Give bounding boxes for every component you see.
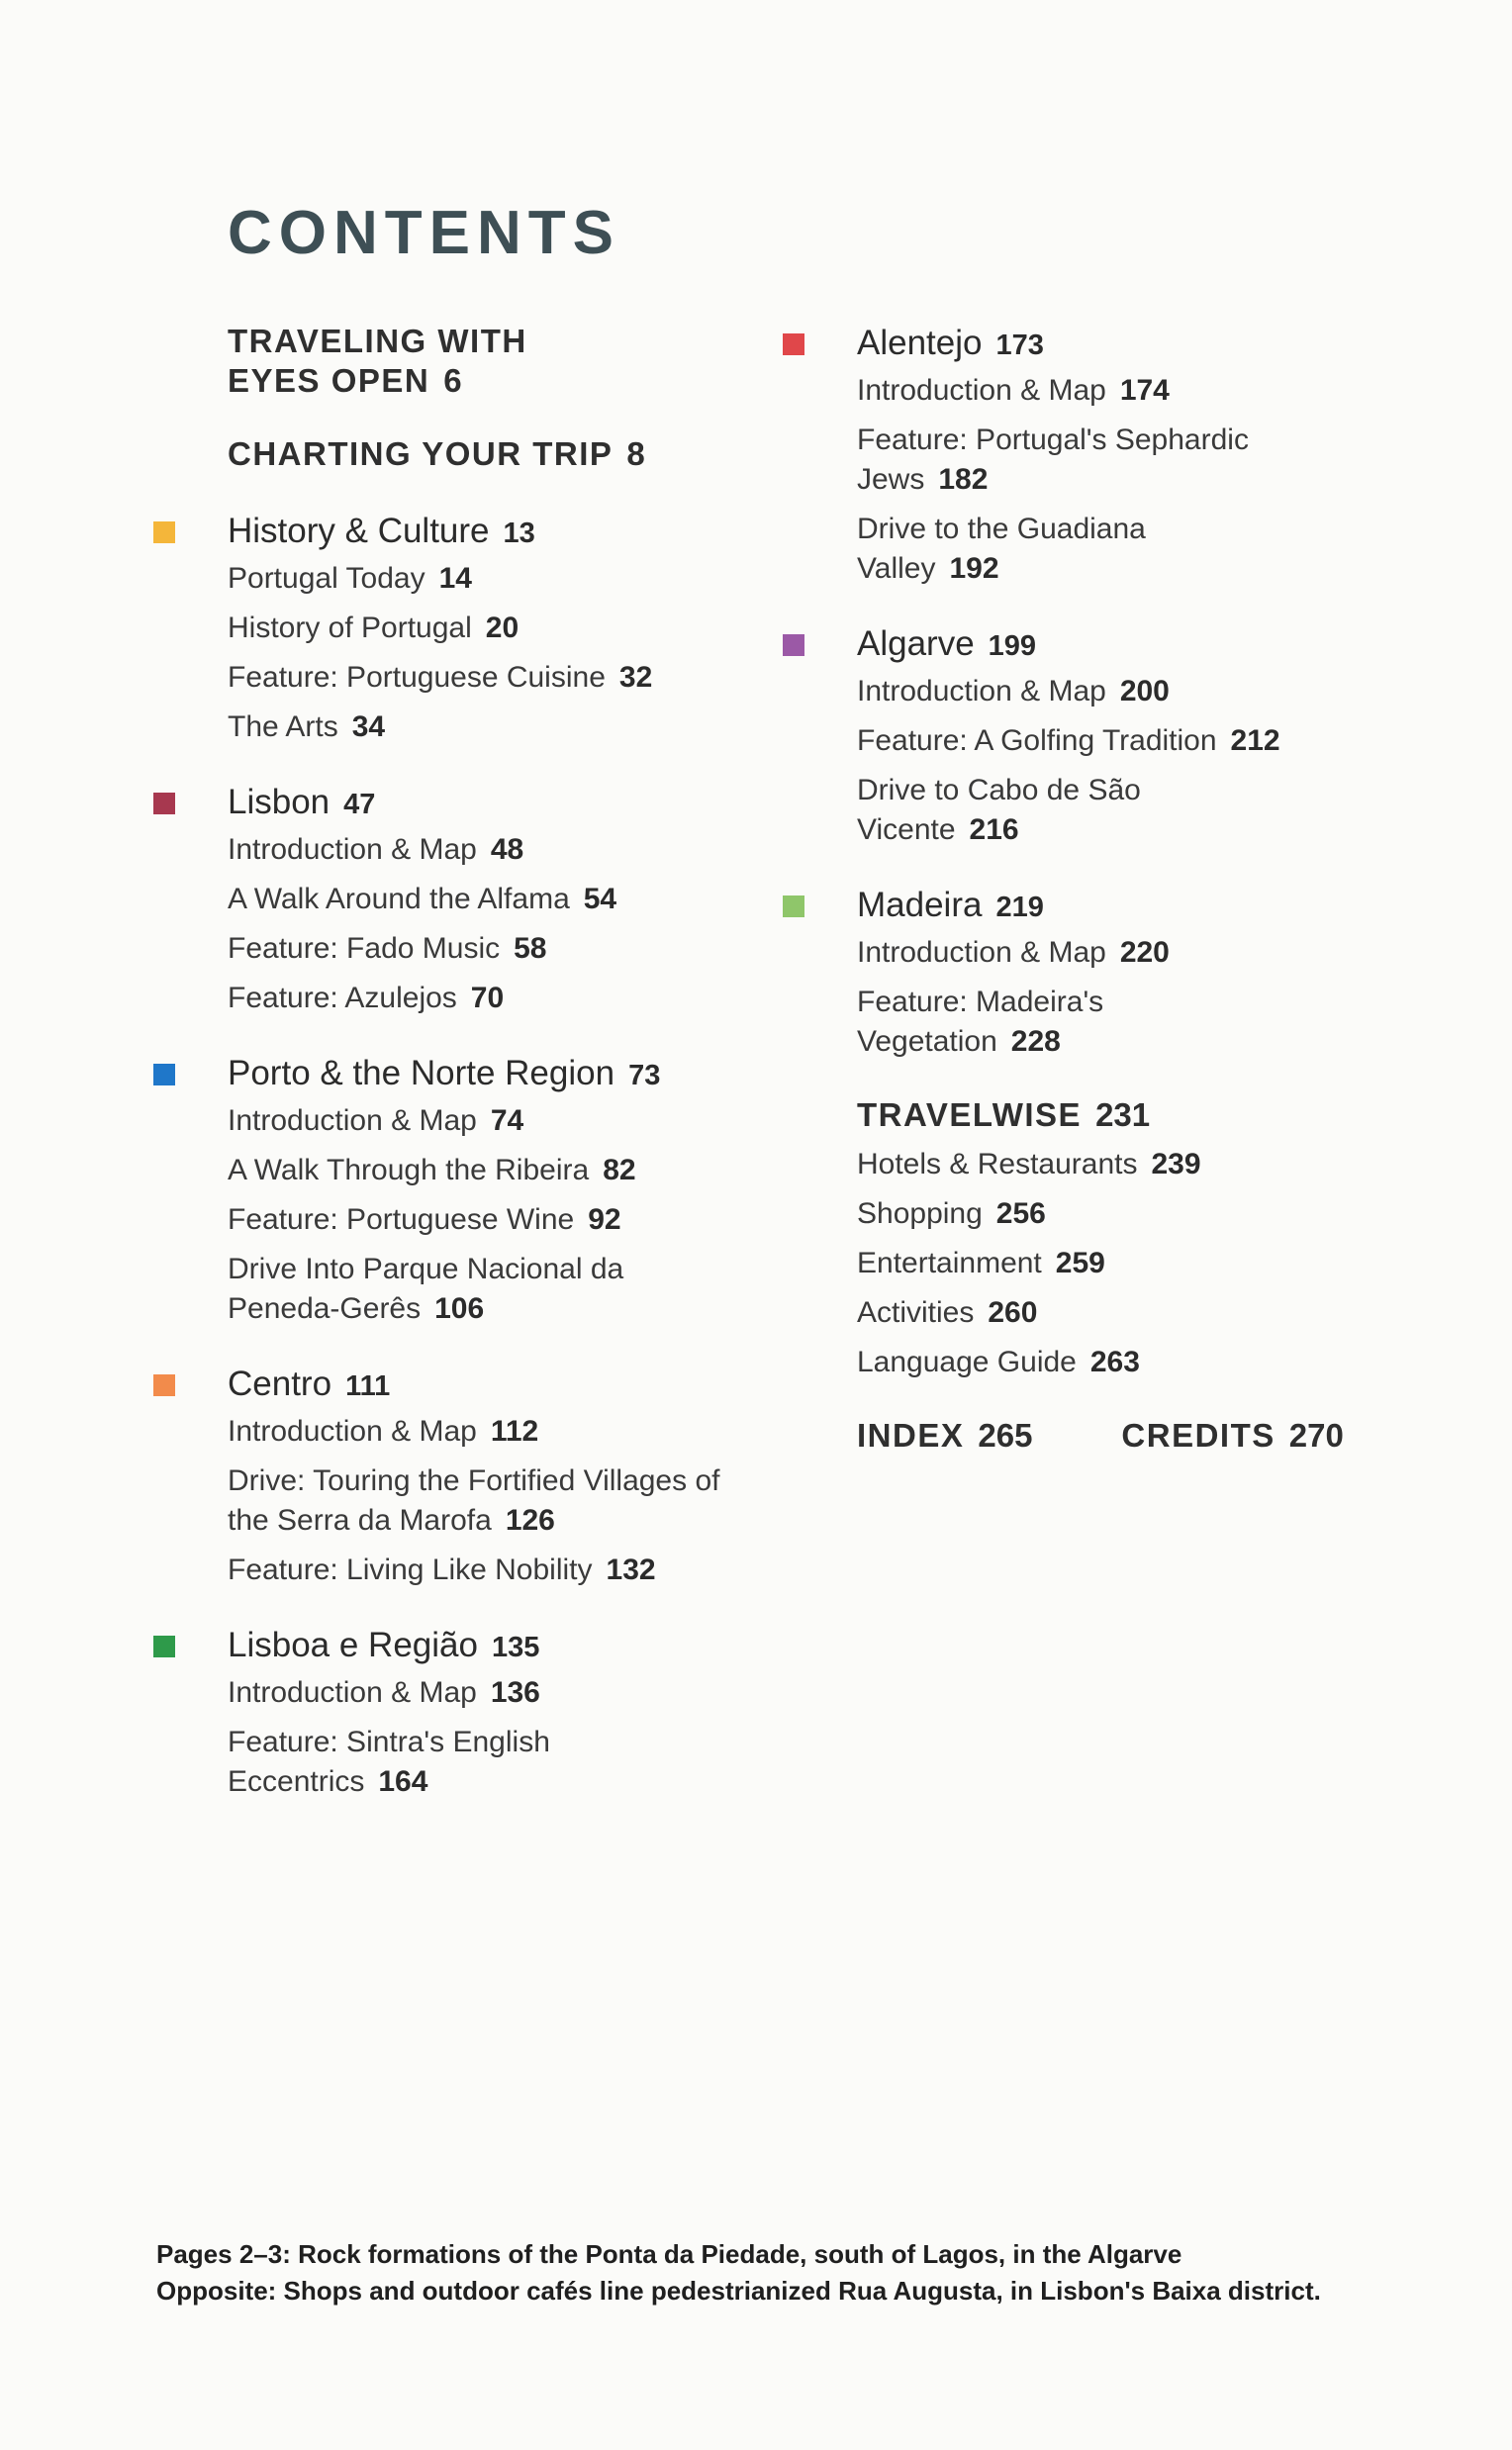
region-title-text: Madeira (857, 886, 983, 924)
region-title-text: Porto & the Norte Region (228, 1054, 615, 1092)
page-number: 73 (628, 1060, 661, 1091)
toc-entry (857, 672, 1411, 711)
caption-line: Opposite: Shops and outdoor cafés line pedestrianized Rua Augusta, in Lisbon's Baixa district. (156, 2276, 1321, 2306)
page-number: 263 (1089, 1346, 1140, 1378)
region-title (228, 781, 762, 826)
region-title (857, 622, 1411, 668)
entry-label: Feature: A Golfing Tradition (857, 724, 1217, 757)
toc-entry (228, 929, 762, 969)
entry-label: Hotels & Restaurants (857, 1148, 1138, 1180)
entry-label: Introduction & Map (228, 1104, 477, 1137)
region-color-marker (153, 1374, 175, 1396)
region-centro (228, 1363, 762, 1590)
region-title (228, 1624, 762, 1669)
entry-label: Drive to Cabo de São Vicente (857, 774, 1141, 846)
page-number: 13 (503, 518, 535, 549)
page-number: 47 (343, 789, 376, 820)
toc-entry (857, 721, 1411, 761)
entry-label: Feature: Sintra's English Eccentrics (228, 1726, 550, 1798)
toc-entry (228, 1551, 762, 1590)
toc-entry (857, 1343, 1411, 1382)
caption-line: Pages 2–3: Rock formations of the Ponta da Piedade, south of Lagos, in the Algarve (156, 2239, 1182, 2269)
region-color-marker (783, 895, 804, 917)
page-number: 199 (988, 630, 1037, 662)
toc-entry (228, 1673, 762, 1713)
toc-entry (857, 1244, 1411, 1283)
page-number: 6 (443, 362, 462, 399)
region-color-marker (153, 1064, 175, 1085)
toc-entry (228, 1151, 762, 1190)
toc-entry (228, 880, 762, 919)
page-number: 212 (1230, 724, 1280, 757)
entry-label: The Arts (228, 710, 338, 743)
page-number: 192 (949, 552, 999, 585)
intro-section-label: TRAVELING WITH EYES OPEN (228, 323, 527, 399)
toc-entry (228, 707, 762, 747)
toc-entry (857, 771, 1174, 850)
toc-entry (857, 1194, 1411, 1234)
left-column (228, 322, 762, 1836)
page-number: 54 (583, 883, 617, 915)
page-number: 136 (490, 1676, 540, 1709)
toc-entry (857, 983, 1154, 1062)
region-title-text: Centro (228, 1365, 332, 1403)
entry-label: Portugal Today (228, 562, 425, 595)
entry-label: Introduction & Map (228, 1676, 477, 1709)
page-number: 228 (1010, 1025, 1061, 1058)
entry-label: Feature: Portugal's Sephardic Jews (857, 424, 1249, 496)
page-number: 14 (438, 562, 472, 595)
region-color-marker (783, 333, 804, 355)
entry-label: A Walk Around the Alfama (228, 883, 570, 915)
toc-entry (228, 830, 762, 870)
toc-entry (857, 1145, 1411, 1184)
entry-label: Feature: Portuguese Cuisine (228, 661, 606, 694)
page-number: 200 (1119, 675, 1170, 707)
page-number: 32 (618, 661, 653, 694)
right-column (857, 322, 1411, 1456)
entry-label: Shopping (857, 1197, 983, 1230)
travelwise-section (857, 1095, 1411, 1382)
entry-label: Feature: Azulejos (228, 982, 457, 1014)
photo-captions (156, 2236, 1344, 2309)
page-number: 270 (1288, 1417, 1344, 1454)
page-number: 239 (1151, 1148, 1201, 1180)
index-label: INDEX (857, 1417, 965, 1454)
region-madeira (857, 884, 1411, 1062)
intro-section-traveling (228, 322, 762, 401)
toc-entry (228, 1250, 663, 1329)
region-color-marker (153, 1636, 175, 1657)
credits-entry (1121, 1416, 1343, 1456)
page-number: 74 (490, 1104, 524, 1137)
index-entry (857, 1416, 1032, 1456)
toc-entry (228, 1200, 762, 1240)
region-porto-norte (228, 1052, 762, 1329)
page-number: 132 (606, 1554, 656, 1586)
page-number: 70 (470, 982, 505, 1014)
toc-entry (228, 559, 762, 599)
toc-entry (228, 1101, 762, 1141)
intro-section-label: CHARTING YOUR TRIP (228, 435, 614, 472)
entry-label: Feature: Fado Music (228, 932, 501, 965)
travelwise-title (857, 1095, 1411, 1135)
region-title-text: Algarve (857, 624, 975, 663)
intro-section-charting (228, 434, 762, 474)
page-number: 219 (995, 892, 1044, 923)
toc-entry (228, 658, 762, 698)
region-algarve (857, 622, 1411, 850)
toc-entry (857, 421, 1273, 500)
page-number: 256 (995, 1197, 1046, 1230)
entry-label: A Walk Through the Ribeira (228, 1154, 590, 1186)
region-alentejo (857, 322, 1411, 589)
page-number: 220 (1119, 936, 1170, 969)
page-number: 48 (490, 833, 524, 866)
credits-label: CREDITS (1121, 1417, 1276, 1454)
page-number: 174 (1119, 374, 1170, 407)
entry-label: Language Guide (857, 1346, 1077, 1378)
entry-label: Activities (857, 1296, 975, 1329)
page-title: CONTENTS (228, 199, 620, 267)
page-number: 112 (490, 1415, 539, 1448)
page-number: 34 (351, 710, 386, 743)
region-color-marker (153, 793, 175, 814)
region-title (228, 1052, 762, 1097)
entry-label: Introduction & Map (857, 936, 1106, 969)
page-number: 8 (626, 435, 645, 472)
page-number: 135 (491, 1632, 540, 1663)
entry-label: Drive: Touring the Fortified Villages of the Serra da Marofa (228, 1464, 720, 1537)
entry-label: Feature: Living Like Nobility (228, 1554, 593, 1586)
toc-entry (228, 979, 762, 1018)
region-lisboa-regiao (228, 1624, 762, 1802)
index-credits-row (857, 1416, 1411, 1456)
travelwise-label: TRAVELWISE (857, 1096, 1083, 1133)
page-number: 92 (588, 1203, 621, 1236)
region-title-text: Lisboa e Região (228, 1626, 478, 1664)
page-number: 164 (378, 1765, 428, 1798)
entry-label: Introduction & Map (857, 374, 1106, 407)
page-number: 126 (505, 1504, 555, 1537)
entry-label: Introduction & Map (228, 833, 477, 866)
region-title-text: History & Culture (228, 512, 490, 550)
region-title (857, 884, 1411, 929)
page-number: 173 (995, 330, 1044, 361)
region-title-text: Alentejo (857, 324, 983, 362)
entry-label: Entertainment (857, 1247, 1042, 1279)
toc-entry (857, 510, 1174, 589)
page-number: 216 (969, 813, 1019, 846)
toc-entry (228, 609, 762, 648)
region-history-culture (228, 510, 762, 747)
toc-entry (228, 1723, 564, 1802)
entry-label: History of Portugal (228, 612, 472, 644)
region-color-marker (783, 634, 804, 656)
entry-label: Drive to the Guadiana Valley (857, 513, 1146, 585)
entry-label: Introduction & Map (228, 1415, 477, 1448)
page-number: 58 (514, 932, 547, 965)
region-title (228, 1363, 762, 1408)
intro-section-title (228, 434, 762, 474)
page-number: 265 (978, 1417, 1033, 1454)
page-number: 231 (1095, 1096, 1151, 1133)
toc-entry (857, 1293, 1411, 1333)
toc-entry (228, 1461, 742, 1541)
toc-entry (857, 371, 1411, 411)
region-title (857, 322, 1411, 367)
region-title-text: Lisbon (228, 783, 331, 821)
region-color-marker (153, 521, 175, 543)
region-title (228, 510, 762, 555)
entry-label: Drive Into Parque Nacional da Peneda-Gerês (228, 1253, 624, 1325)
page-number: 260 (988, 1296, 1038, 1329)
toc-entry (228, 1412, 762, 1452)
entry-label: Feature: Madeira's Vegetation (857, 986, 1104, 1058)
page-number: 20 (485, 612, 520, 644)
entry-label: Introduction & Map (857, 675, 1106, 707)
page-number: 182 (938, 463, 989, 496)
region-lisbon (228, 781, 762, 1018)
page-number: 82 (603, 1154, 636, 1186)
toc-entry (857, 933, 1411, 973)
page-number: 106 (434, 1292, 485, 1325)
page-number: 111 (345, 1370, 391, 1402)
intro-section-title (228, 322, 544, 401)
page-number: 259 (1055, 1247, 1105, 1279)
entry-label: Feature: Portuguese Wine (228, 1203, 575, 1236)
